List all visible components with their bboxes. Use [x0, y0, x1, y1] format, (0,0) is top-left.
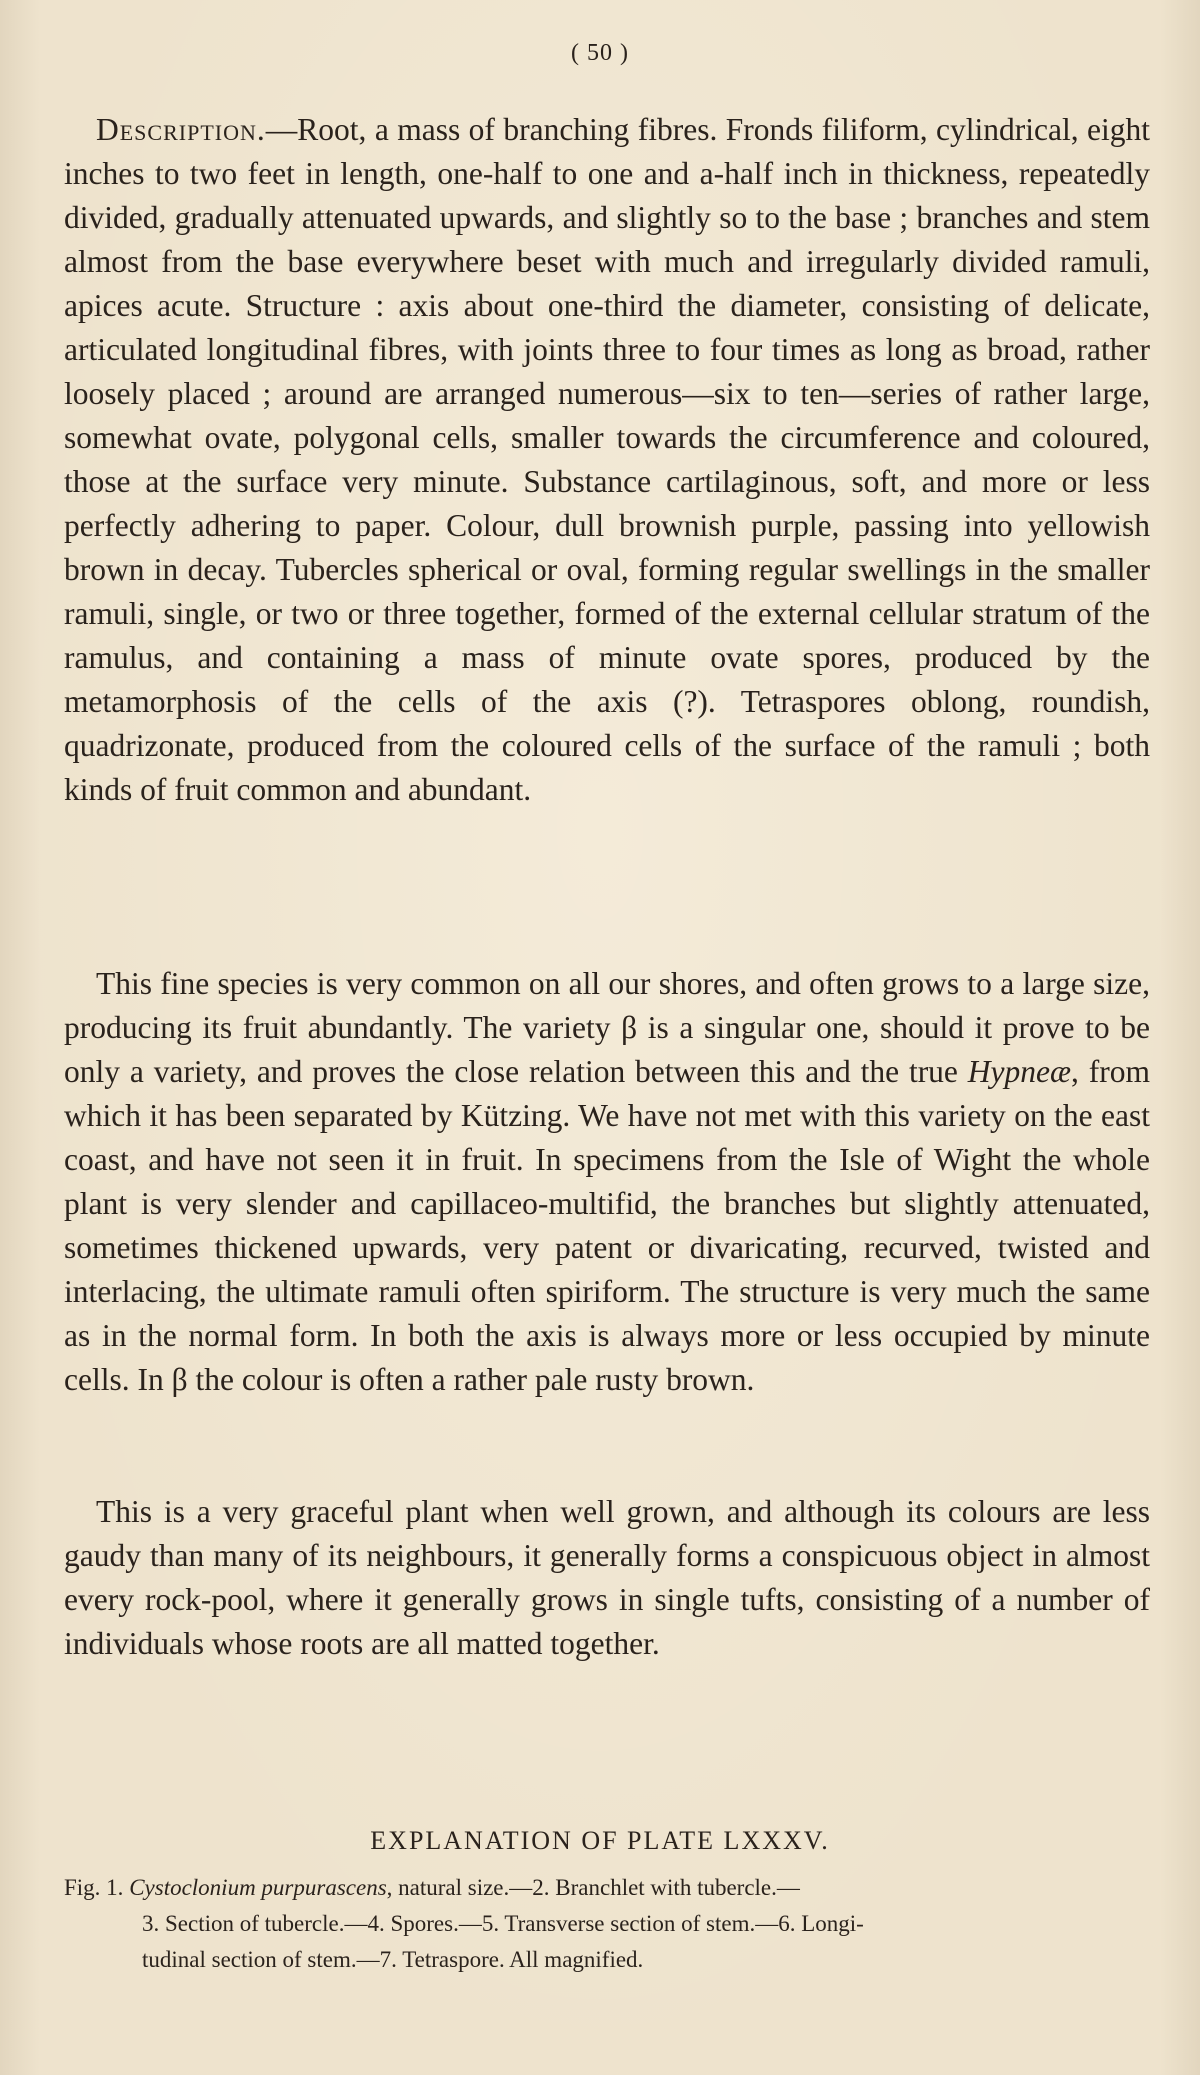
- page-number: ( 50 ): [571, 40, 629, 66]
- description-paragraph: [64, 108, 1150, 812]
- plate-explanation-line-1: [64, 1870, 1150, 1906]
- remarks-paragraph: [64, 962, 1150, 1402]
- description-label: Description.: [96, 112, 266, 147]
- remarks-text-part2: , from which it has been separated by Kützing. We have not met with this variety on the east coast, and have not seen it in fruit. In specimens from the Isle of Wight the whole plant is very slender and capillaceo-multifid, the branches but slightly attenuated, sometimes thickened upwards, very patent or divaricating, recurved, twisted and interlacing, the ultimate ramuli often spiriform. The structure is very much the same as in the normal form. In both the axis is always more or less occupied by minute cells. In β the colour is often a rather pale rusty brown.: [64, 1054, 1150, 1397]
- remarks-genus-name: Hypneæ: [967, 1054, 1072, 1089]
- habitat-paragraph: [64, 1490, 1150, 1666]
- plate-explanation-heading: EXPLANATION OF PLATE LXXXV.: [370, 1826, 830, 1855]
- plate-explanation: [64, 1870, 1150, 1978]
- habitat-text: This is a very graceful plant when well grown, and although its colours are less gaudy than many of its neighbours, it generally forms a conspicuous object in almost every rock-pool, where it generally grows in single tufts, consisting of a number of individuals whose roots are all matted together.: [64, 1494, 1150, 1661]
- fig-1-text: , natural size.—2. Branchlet with tubercle.—: [386, 1875, 800, 1900]
- species-name: Cystoclonium purpurascens: [129, 1875, 387, 1900]
- fig-label: Fig. 1.: [64, 1875, 130, 1900]
- remarks-text-part1: This fine species is very common on all our shores, and often grows to a large size, producing its fruit abundantly. The variety β is a singular one, should it prove to be only a variety, and proves the close relation between this and the true: [64, 966, 1150, 1089]
- plate-explanation-line-3: tudinal section of stem.—7. Tetraspore. All magnified.: [142, 1947, 644, 1972]
- plate-explanation-line-2: 3. Section of tubercle.—4. Spores.—5. Transverse section of stem.—6. Longi-: [142, 1911, 864, 1936]
- description-text: —Root, a mass of branching fibres. Fronds filiform, cylindrical, eight inches to two feet in length, one-half to one and a-half inch in thickness, repeatedly divided, gradually attenuated upwards, and slightly so to the base ; branches and stem almost from the base everywhere beset with much and irregularly divided ramuli, apices acute. Structure : axis about one-third the diameter, consisting of delicate, articulated longitudinal fibres, with joints three to four times as long as broad, rather loosely placed ; around are arranged numerous—six to ten—series of rather large, somewhat ovate, polygonal cells, smaller towards the circumference and coloured, those at the surface very minute. Substance cartilaginous, soft, and more or less perfectly adhering to paper. Colour, dull brownish purple, passing into yellowish brown in decay. Tubercles spherical or oval, forming regular swellings in the smaller ramuli, single, or two or three together, formed of the external cellular stratum of the ramulus, and containing a mass of minute ovate spores, produced by the metamorphosis of the cells of the axis (?). Tetraspores oblong, roundish, quadrizonate, produced from the coloured cells of the surface of the ramuli ; both kinds of fruit common and abundant.: [64, 112, 1150, 807]
